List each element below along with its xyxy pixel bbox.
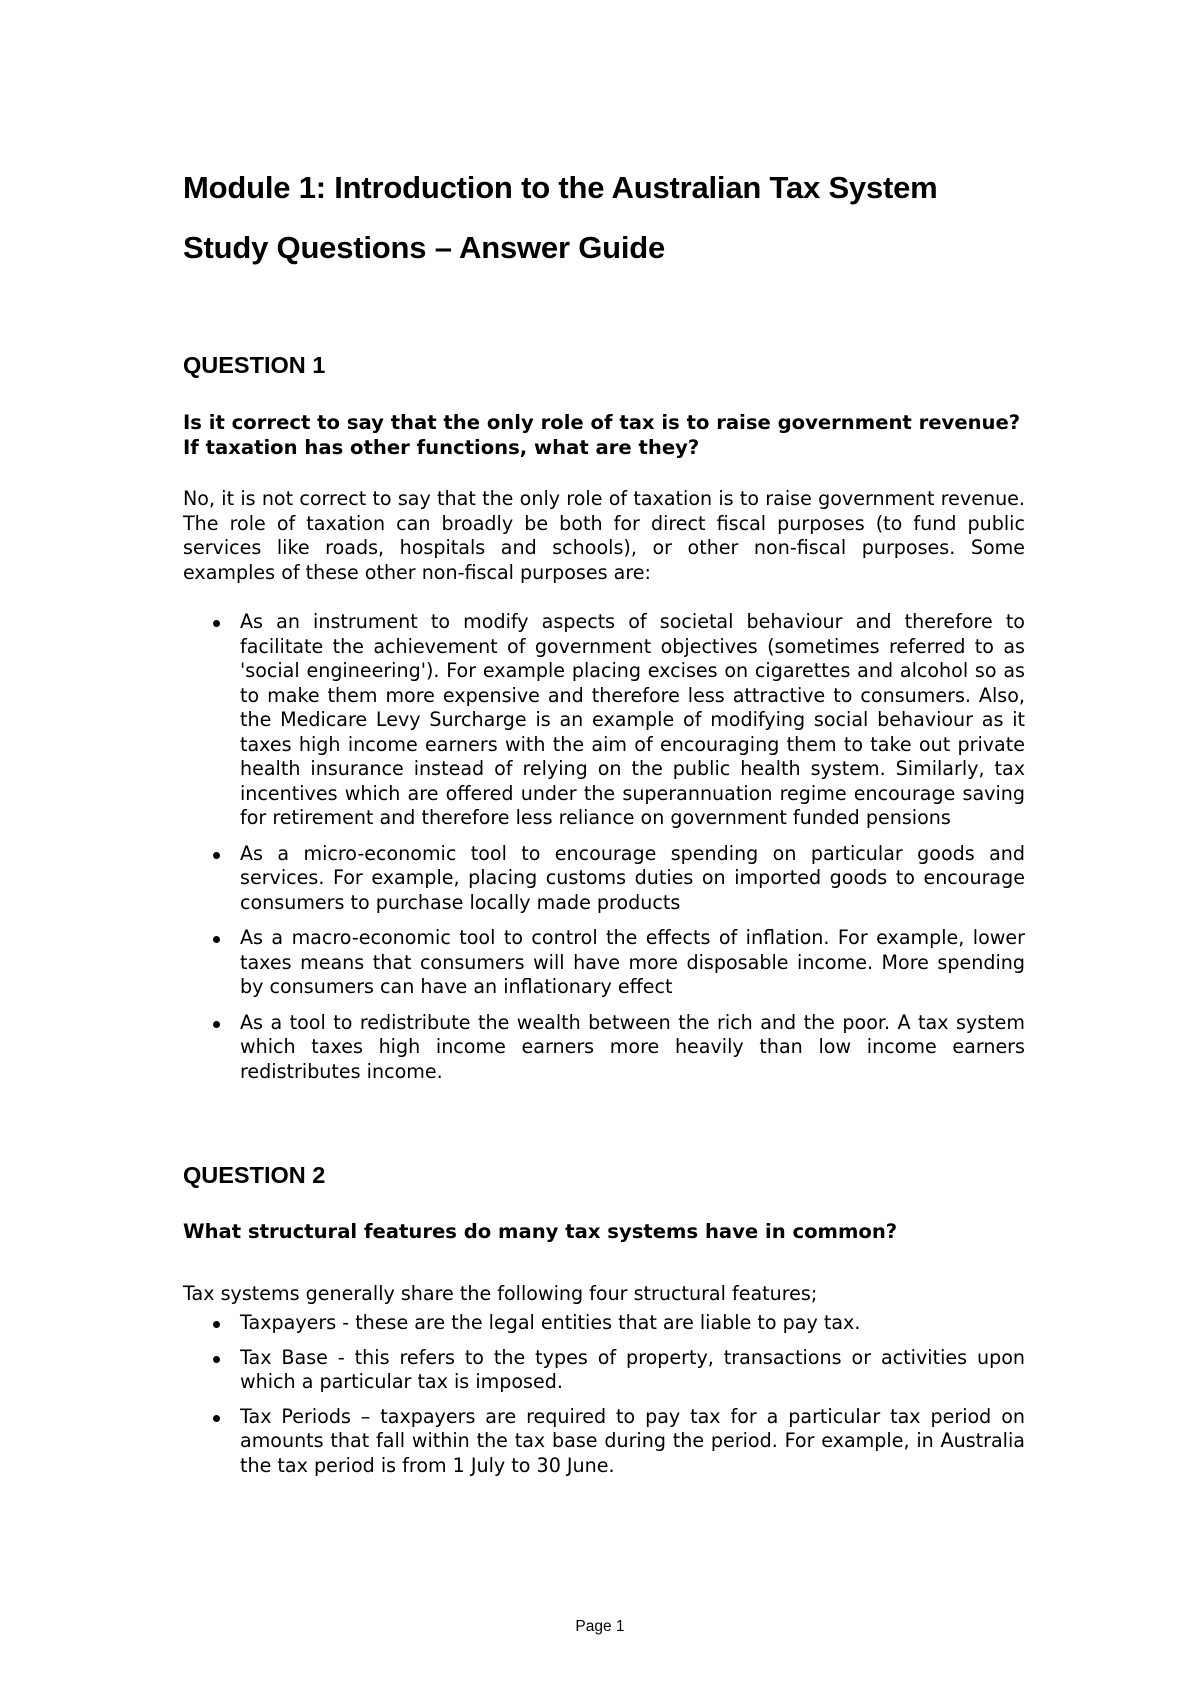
list-item [183,610,1025,831]
document-title: Module 1: Introduction to the Australian Tax System [183,170,938,205]
question-1-heading: QUESTION 1 [183,352,326,378]
list-item [183,1346,1025,1395]
list-item [183,1405,1025,1479]
list-item-text: As a tool to redistribute the wealth between the rich and the poor. A tax system which taxes high income earners more heavily than low income earners redistributes income. [240,1010,1025,1083]
list-item-text: As an instrument to modify aspects of societal behaviour and therefore to facilitate the achievement of government objectives (sometimes referred to as 'social engineering'). For example placing excises on cigarettes and alcohol so as to make them more expensive and therefore less attractive to consumers. Also, the Medicare Levy Surcharge is an example of modifying social behaviour as it taxes high income earners with the aim of encouraging them to take out private health insurance instead of relying on the public health system. Similarly, tax incentives which are offered under the superannuation regime encourage saving for retirement and therefore less reliance on government funded pensions [240,610,1025,829]
list-item-text: Taxpayers - these are the legal entities that are liable to pay tax. [240,1311,861,1334]
list-item [183,1311,1025,1336]
bullet-icon [213,1356,220,1363]
question-2-heading: QUESTION 2 [183,1162,326,1188]
list-item [183,1011,1025,1085]
bullet-icon [213,1415,220,1422]
bullet-icon [213,1021,220,1028]
bullet-icon [213,852,220,859]
bullet-icon [213,620,220,627]
list-item-text: Tax Base - this refers to the types of property, transactions or activities upon which a particular tax is imposed. [240,1345,1025,1393]
list-item-text: As a micro-economic tool to encourage spending on particular goods and services. For example, placing customs duties on imported goods to encourage consumers to purchase locally made products [240,841,1025,914]
list-item [183,842,1025,916]
bullet-icon [213,936,220,943]
question-2-bullet-list [183,1311,1025,1478]
question-1-answer-intro: No, it is not correct to say that the only role of taxation is to raise government revenue. The role of taxation can broadly be both for direct fiscal purposes (to fund public services like roads, hospitals and schools), or other non-fiscal purposes. Some examples of these other non-fiscal purposes are: [183,487,1025,584]
page-number: Page 1 [575,1618,625,1635]
question-1-text: Is it correct to say that the only role of tax is to raise government revenue? If taxation has other functions, what are they? [183,411,1021,459]
question-1-bullet-list [183,610,1025,1084]
list-item [183,926,1025,1000]
question-2-answer-intro: Tax systems generally share the following four structural features; [183,1282,818,1305]
question-2-text: What structural features do many tax systems have in common? [183,1220,898,1243]
bullet-icon [213,1321,220,1328]
document-subtitle: Study Questions – Answer Guide [183,230,666,265]
list-item-text: Tax Periods – taxpayers are required to pay tax for a particular tax period on amounts that fall within the tax base during the period. For example, in Australia the tax period is from 1 July to 30 June. [240,1404,1025,1477]
list-item-text: As a macro-economic tool to control the effects of inflation. For example, lower taxes means that consumers will have more disposable income. More spending by consumers can have an inflationary effect [240,926,1025,998]
